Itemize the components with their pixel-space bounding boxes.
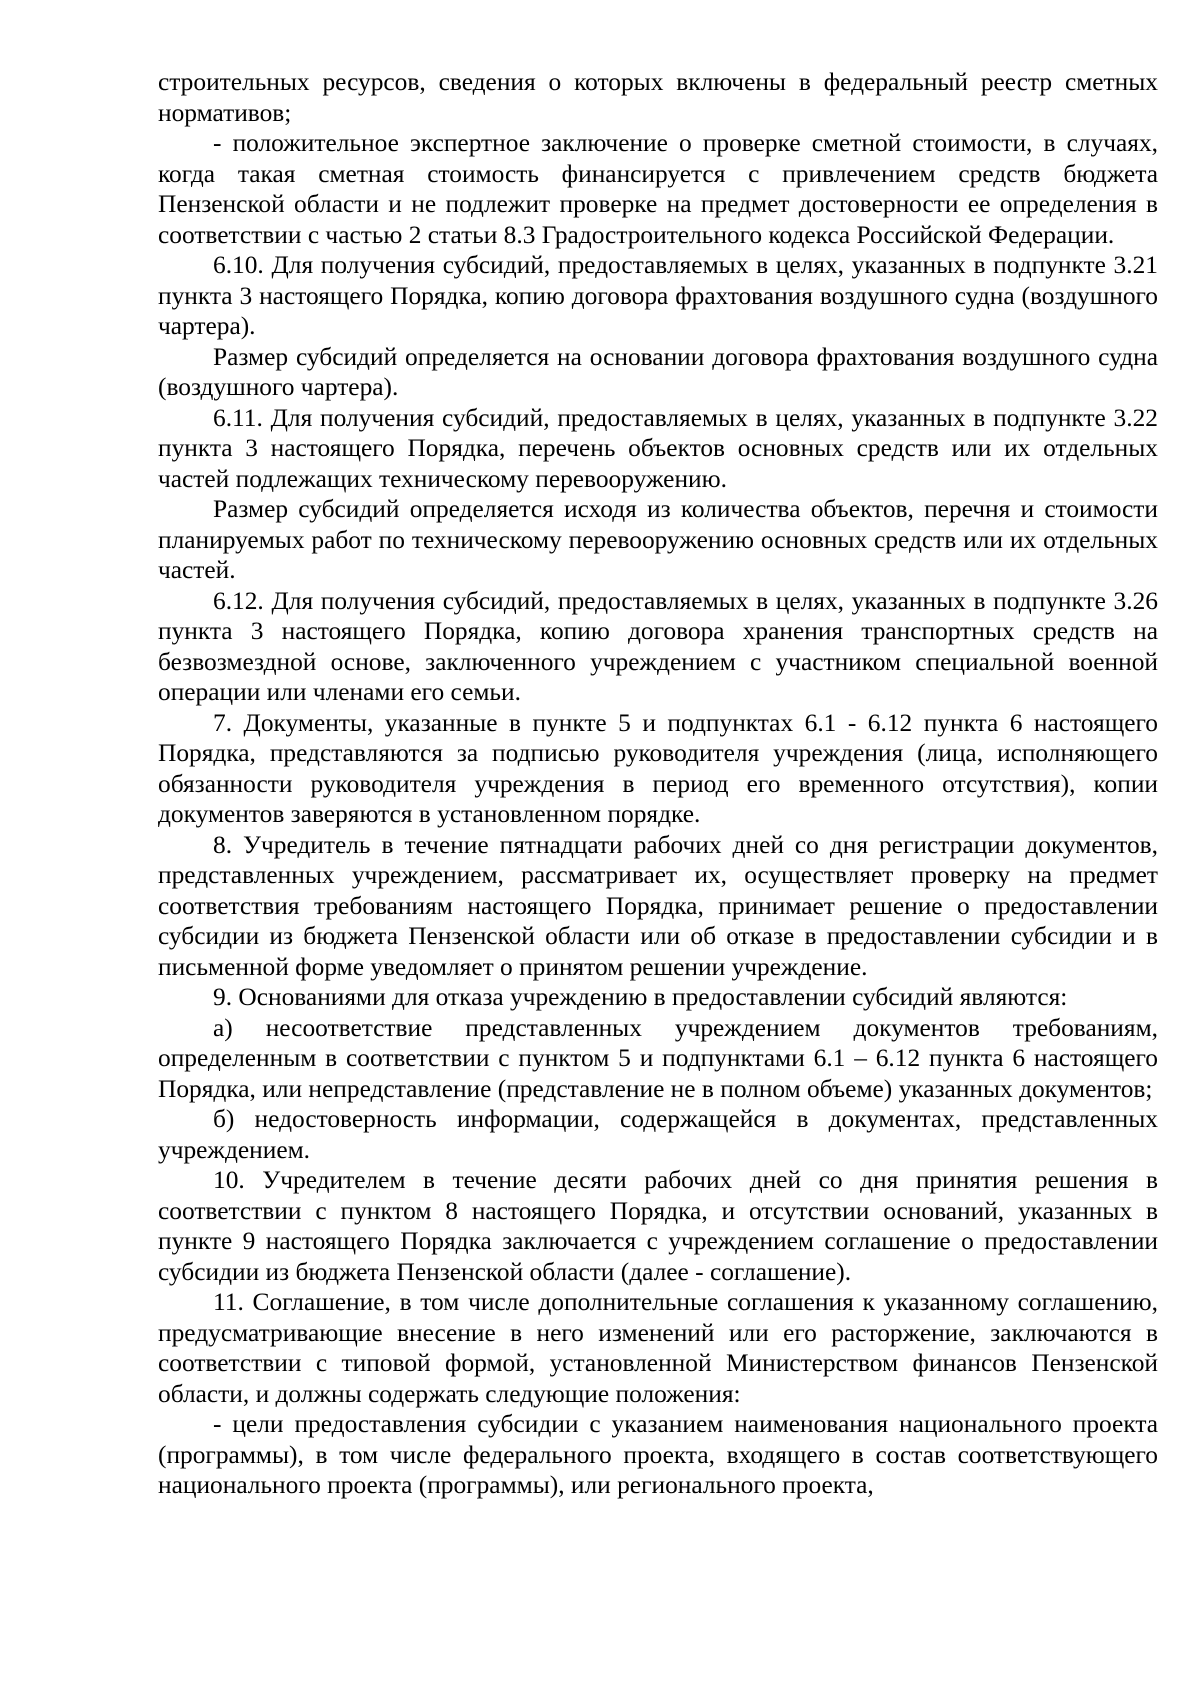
paragraph-11-goals: - цели предоставления субсидии с указанием наименования национального проекта (программы), в том числе федерального проекта, входящего в состав соответствующего национального проекта (программы), или регионального проекта, [158, 1410, 1158, 1499]
paragraph-9-a: а) несоответствие представленных учреждением документов требованиям, определенным в соответствии с пунктом 5 и подпунктами 6.1 – 6.12 пункта 6 настоящего Порядка, или непредставление (представление не в полном объеме) указанных документов; [158, 1013, 1158, 1103]
paragraph-6-11-amount: Размер субсидий определяется исходя из количества объектов, перечня и стоимости планируемых работ по техническому перевооружению основных средств или их отдельных частей. [158, 495, 1158, 584]
paragraph-6-12: 6.12. Для получения субсидий, предоставляемых в целях, указанных в подпункте 3.26 пункта 3 настоящего Порядка, копию договора хранения транспортных средств на безвозмездной основе, заключенного учреждением с участником специальной военной операции или членами его семьи. [158, 586, 1158, 706]
document-page [158, 67, 1158, 1501]
paragraph-6-11: 6.11. Для получения субсидий, предоставляемых в целях, указанных в подпункте 3.22 пункта 3 настоящего Порядка, перечень объектов основных средств или их отдельных частей подлежащих техническому перевооружению. [158, 403, 1158, 493]
paragraph-10: 10. Учредителем в течение десяти рабочих дней со дня принятия решения в соответствии с пунктом 8 настоящего Порядка, и отсутствии оснований, указанных в пункте 9 настоящего Порядка заключается с учреждением соглашение о предоставлении субсидии из бюджета Пензенской области (далее - соглашение). [158, 1166, 1158, 1286]
paragraph-6-10-amount: Размер субсидий определяется на основании договора фрахтования воздушного судна (воздушного чартера). [158, 342, 1158, 401]
paragraph-8: 8. Учредитель в течение пятнадцати рабочих дней со дня регистрации документов, представленных учреждением, рассматривает их, осуществляет проверку на предмет соответствия требованиям настоящего Порядка, принимает решение о предоставлении субсидии из бюджета Пензенской области или об отказе в предоставлении субсидии и в письменной форме уведомляет о принятом решении учреждение. [158, 830, 1158, 981]
paragraph-7: 7. Документы, указанные в пункте 5 и подпунктах 6.1 - 6.12 пункта 6 настоящего Порядка, представляются за подписью руководителя учреждения (лица, исполняющего обязанности руководителя учреждения в период его временного отсутствия), копии документов заверяются в установленном порядке. [158, 708, 1158, 828]
paragraph-11: 11. Соглашение, в том числе дополнительные соглашения к указанному соглашению, предусматривающие внесение в него изменений или его расторжение, заключаются в соответствии с типовой формой, установленной Министерством финансов Пензенской области, и должны содержать следующие положения: [158, 1288, 1158, 1408]
paragraph-9: 9. Основаниями для отказа учреждению в предоставлении субсидий являются: [213, 983, 1068, 1011]
paragraph-6-10: 6.10. Для получения субсидий, предоставляемых в целях, указанных в подпункте 3.21 пункта 3 настоящего Порядка, копию договора фрахтования воздушного судна (воздушного чартера). [158, 251, 1158, 340]
paragraph-expert-conclusion: - положительное экспертное заключение о проверке сметной стоимости, в случаях, когда такая сметная стоимость финансируется с привлечением средств бюджета Пензенской области и не подлежит проверке на предмет достоверности ее определения в соответствии с частью 2 статьи 8.3 Градостроительного кодекса Российской Федерации. [158, 129, 1158, 249]
paragraph-resources-continuation: строительных ресурсов, сведения о которых включены в федеральный реестр сметных нормативов; [158, 68, 1158, 127]
paragraph-9-b: б) недостоверность информации, содержащейся в документах, представленных учреждением. [158, 1105, 1158, 1164]
